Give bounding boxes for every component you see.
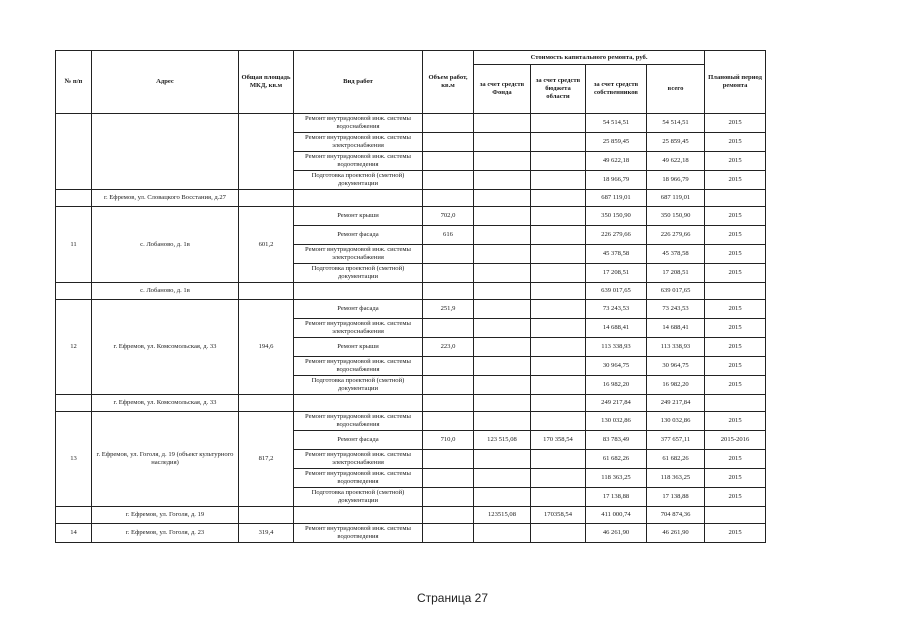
fund-cost-cell: [474, 152, 531, 171]
owners-cost-cell: 130 032,86: [586, 412, 647, 431]
empty-cell: [56, 395, 92, 412]
volume-cell: [423, 264, 474, 283]
volume-cell: 616: [423, 226, 474, 245]
volume-cell: [423, 357, 474, 376]
volume-cell: [423, 412, 474, 431]
fund-cost-cell: [474, 171, 531, 190]
total-cost-cell: 113 338,93: [647, 338, 705, 357]
subtotal-total: 639 017,65: [647, 283, 705, 300]
empty-cell: [705, 283, 766, 300]
work-type-cell: Ремонт внутридомовой инж. системы водоотведения: [294, 152, 423, 171]
header-owners: за счет средств собственников: [586, 65, 647, 114]
work-type-cell: Ремонт внутридомовой инж. системы водоснабжения: [294, 357, 423, 376]
fund-cost-cell: [474, 450, 531, 469]
fund-cost-cell: [474, 133, 531, 152]
table-row: [56, 412, 766, 431]
fund-cost-cell: [474, 469, 531, 488]
total-cost-cell: 18 966,79: [647, 171, 705, 190]
empty-cell: [705, 395, 766, 412]
period-cell: 2015: [705, 319, 766, 338]
owners-cost-cell: 73 243,53: [586, 300, 647, 319]
work-type-cell: Ремонт фасада: [294, 300, 423, 319]
fund-cost-cell: [474, 319, 531, 338]
fund-cost-cell: [474, 226, 531, 245]
regional-cost-cell: [531, 114, 586, 133]
period-cell: 2015: [705, 114, 766, 133]
owners-cost-cell: 45 378,58: [586, 245, 647, 264]
row-number-cell: [56, 114, 92, 190]
period-cell: 2015: [705, 300, 766, 319]
empty-cell: [705, 507, 766, 524]
owners-cost-cell: 25 859,45: [586, 133, 647, 152]
period-cell: 2015: [705, 264, 766, 283]
empty-cell: [239, 283, 294, 300]
row-number-cell: 14: [56, 524, 92, 543]
empty-cell: [294, 190, 423, 207]
empty-cell: [56, 507, 92, 524]
header-work-type: Вид работ: [294, 51, 423, 114]
fund-cost-cell: [474, 412, 531, 431]
empty-cell: [294, 507, 423, 524]
subtotal-owners: 249 217,84: [586, 395, 647, 412]
subtotal-regional: 170358,54: [531, 507, 586, 524]
owners-cost-cell: 30 964,75: [586, 357, 647, 376]
work-type-cell: Ремонт внутридомовой инж. системы водоотведения: [294, 469, 423, 488]
total-cost-cell: 14 688,41: [647, 319, 705, 338]
regional-cost-cell: [531, 152, 586, 171]
row-number-cell: 12: [56, 300, 92, 395]
header-period: Плановый период ремонта: [705, 51, 766, 114]
page-number: Страница 27: [416, 591, 489, 605]
total-cost-cell: 226 279,66: [647, 226, 705, 245]
work-type-cell: Ремонт внутридомовой инж. системы водоснабжения: [294, 412, 423, 431]
header-fund: за счет средств Фонда: [474, 65, 531, 114]
subtotal-regional: [531, 190, 586, 207]
period-cell: 2015: [705, 133, 766, 152]
total-cost-cell: 54 514,51: [647, 114, 705, 133]
subtotal-fund: [474, 190, 531, 207]
empty-cell: [423, 507, 474, 524]
period-cell: 2015: [705, 207, 766, 226]
subtotal-fund: [474, 283, 531, 300]
fund-cost-cell: [474, 524, 531, 543]
work-type-cell: Ремонт внутридомовой инж. системы электроснабжения: [294, 245, 423, 264]
row-number-cell: 13: [56, 412, 92, 507]
subtotal-row: [56, 283, 766, 300]
period-cell: 2015-2016: [705, 431, 766, 450]
header-num: № п/п: [56, 51, 92, 114]
owners-cost-cell: 226 279,66: [586, 226, 647, 245]
volume-cell: 710,0: [423, 431, 474, 450]
volume-cell: [423, 450, 474, 469]
fund-cost-cell: [474, 357, 531, 376]
address-cell: г. Ефремов, ул. Гоголя, д. 23: [92, 524, 239, 543]
total-cost-cell: 49 622,18: [647, 152, 705, 171]
work-type-cell: Ремонт внутридомовой инж. системы водоснабжения: [294, 114, 423, 133]
period-cell: 2015: [705, 469, 766, 488]
regional-cost-cell: [531, 338, 586, 357]
total-cost-cell: 73 243,53: [647, 300, 705, 319]
empty-cell: [239, 507, 294, 524]
subtotal-owners: 639 017,65: [586, 283, 647, 300]
total-cost-cell: 25 859,45: [647, 133, 705, 152]
address-cell: [92, 114, 239, 190]
regional-cost-cell: [531, 300, 586, 319]
table-body: [56, 114, 766, 543]
regional-cost-cell: [531, 207, 586, 226]
total-cost-cell: 350 150,90: [647, 207, 705, 226]
empty-cell: [294, 395, 423, 412]
subtotal-row: [56, 507, 766, 524]
total-cost-cell: 17 208,51: [647, 264, 705, 283]
header-total: всего: [647, 65, 705, 114]
period-cell: 2015: [705, 338, 766, 357]
total-cost-cell: 16 982,20: [647, 376, 705, 395]
owners-cost-cell: 18 966,79: [586, 171, 647, 190]
fund-cost-cell: [474, 245, 531, 264]
total-cost-cell: 130 032,86: [647, 412, 705, 431]
volume-cell: [423, 245, 474, 264]
period-cell: 2015: [705, 488, 766, 507]
volume-cell: 223,0: [423, 338, 474, 357]
owners-cost-cell: 49 622,18: [586, 152, 647, 171]
owners-cost-cell: 54 514,51: [586, 114, 647, 133]
subtotal-owners: 687 119,01: [586, 190, 647, 207]
total-cost-cell: 61 682,26: [647, 450, 705, 469]
fund-cost-cell: [474, 300, 531, 319]
work-type-cell: Ремонт внутридомовой инж. системы водоотведения: [294, 524, 423, 543]
volume-cell: [423, 376, 474, 395]
subtotal-regional: [531, 283, 586, 300]
owners-cost-cell: 17 208,51: [586, 264, 647, 283]
total-cost-cell: 30 964,75: [647, 357, 705, 376]
total-cost-cell: 17 138,88: [647, 488, 705, 507]
subtotal-owners: 411 000,74: [586, 507, 647, 524]
work-type-cell: Подготовка проектной (сметной) документации: [294, 376, 423, 395]
area-cell: 319,4: [239, 524, 294, 543]
address-cell: с. Лобаново, д. 1в: [92, 207, 239, 283]
subtotal-regional: [531, 395, 586, 412]
area-cell: [239, 114, 294, 190]
subtotal-row: [56, 190, 766, 207]
owners-cost-cell: 350 150,90: [586, 207, 647, 226]
fund-cost-cell: 123 515,08: [474, 431, 531, 450]
volume-cell: [423, 469, 474, 488]
work-type-cell: Подготовка проектной (сметной) документации: [294, 488, 423, 507]
period-cell: 2015: [705, 171, 766, 190]
empty-cell: [239, 395, 294, 412]
empty-cell: [239, 190, 294, 207]
subtotal-fund: [474, 395, 531, 412]
work-type-cell: Ремонт внутридомовой инж. системы электроснабжения: [294, 450, 423, 469]
period-cell: 2015: [705, 412, 766, 431]
header-regional: за счет средств бюджета области: [531, 65, 586, 114]
table-header: [56, 51, 766, 114]
regional-cost-cell: [531, 488, 586, 507]
volume-cell: [423, 524, 474, 543]
volume-cell: [423, 152, 474, 171]
fund-cost-cell: [474, 376, 531, 395]
subtotal-label: г. Ефремов, ул. Гоголя, д. 19: [92, 507, 239, 524]
regional-cost-cell: 170 358,54: [531, 431, 586, 450]
empty-cell: [56, 190, 92, 207]
regional-cost-cell: [531, 469, 586, 488]
fund-cost-cell: [474, 488, 531, 507]
empty-cell: [56, 283, 92, 300]
volume-cell: [423, 488, 474, 507]
work-type-cell: Ремонт внутридомовой инж. системы электроснабжения: [294, 319, 423, 338]
owners-cost-cell: 17 138,88: [586, 488, 647, 507]
subtotal-total: 704 874,36: [647, 507, 705, 524]
row-number-cell: 11: [56, 207, 92, 283]
work-type-cell: Ремонт фасада: [294, 226, 423, 245]
subtotal-total: 249 217,84: [647, 395, 705, 412]
address-cell: г. Ефремов, ул. Гоголя, д. 19 (объект культурного наследия): [92, 412, 239, 507]
area-cell: 601,2: [239, 207, 294, 283]
empty-cell: [423, 395, 474, 412]
capital-repair-table: [55, 50, 766, 543]
total-cost-cell: 45 378,58: [647, 245, 705, 264]
fund-cost-cell: [474, 338, 531, 357]
period-cell: 2015: [705, 152, 766, 171]
table-row: [56, 300, 766, 319]
empty-cell: [423, 283, 474, 300]
subtotal-fund: 123515,08: [474, 507, 531, 524]
period-cell: 2015: [705, 226, 766, 245]
period-cell: 2015: [705, 357, 766, 376]
empty-cell: [423, 190, 474, 207]
total-cost-cell: 46 261,90: [647, 524, 705, 543]
regional-cost-cell: [531, 133, 586, 152]
volume-cell: [423, 114, 474, 133]
subtotal-total: 687 119,01: [647, 190, 705, 207]
empty-cell: [294, 283, 423, 300]
address-cell: г. Ефремов, ул. Комсомольская, д. 33: [92, 300, 239, 395]
table-row: [56, 114, 766, 133]
work-type-cell: Подготовка проектной (сметной) документации: [294, 264, 423, 283]
total-cost-cell: 377 657,11: [647, 431, 705, 450]
header-address: Адрес: [92, 51, 239, 114]
empty-cell: [705, 190, 766, 207]
owners-cost-cell: 113 338,93: [586, 338, 647, 357]
owners-cost-cell: 118 363,25: [586, 469, 647, 488]
volume-cell: 702,0: [423, 207, 474, 226]
regional-cost-cell: [531, 357, 586, 376]
header-cost-group: Стоимость капитального ремонта, руб.: [474, 51, 705, 65]
regional-cost-cell: [531, 450, 586, 469]
fund-cost-cell: [474, 264, 531, 283]
regional-cost-cell: [531, 264, 586, 283]
work-type-cell: Подготовка проектной (сметной) документации: [294, 171, 423, 190]
volume-cell: 251,9: [423, 300, 474, 319]
owners-cost-cell: 16 982,20: [586, 376, 647, 395]
table-row: [56, 524, 766, 543]
volume-cell: [423, 171, 474, 190]
work-type-cell: Ремонт фасада: [294, 431, 423, 450]
regional-cost-cell: [531, 171, 586, 190]
period-cell: 2015: [705, 524, 766, 543]
work-type-cell: Ремонт крыши: [294, 207, 423, 226]
owners-cost-cell: 61 682,26: [586, 450, 647, 469]
header-area: Общая площадь МКД, кв.м: [239, 51, 294, 114]
owners-cost-cell: 83 783,49: [586, 431, 647, 450]
regional-cost-cell: [531, 245, 586, 264]
subtotal-label: с. Лобаново, д. 1в: [92, 283, 239, 300]
work-type-cell: Ремонт крыши: [294, 338, 423, 357]
fund-cost-cell: [474, 207, 531, 226]
table-row: [56, 207, 766, 226]
period-cell: 2015: [705, 450, 766, 469]
period-cell: 2015: [705, 376, 766, 395]
volume-cell: [423, 319, 474, 338]
regional-cost-cell: [531, 376, 586, 395]
total-cost-cell: 118 363,25: [647, 469, 705, 488]
area-cell: 817,2: [239, 412, 294, 507]
fund-cost-cell: [474, 114, 531, 133]
subtotal-label: г. Ефремов, ул. Словацкого Восстания, д.27: [92, 190, 239, 207]
subtotal-row: [56, 395, 766, 412]
volume-cell: [423, 133, 474, 152]
owners-cost-cell: 14 688,41: [586, 319, 647, 338]
period-cell: 2015: [705, 245, 766, 264]
work-type-cell: Ремонт внутридомовой инж. системы электроснабжения: [294, 133, 423, 152]
regional-cost-cell: [531, 319, 586, 338]
header-volume: Объем работ, кв.м: [423, 51, 474, 114]
regional-cost-cell: [531, 524, 586, 543]
regional-cost-cell: [531, 412, 586, 431]
area-cell: 194,6: [239, 300, 294, 395]
subtotal-label: г. Ефремов, ул. Комсомольская, д. 33: [92, 395, 239, 412]
regional-cost-cell: [531, 226, 586, 245]
owners-cost-cell: 46 261,90: [586, 524, 647, 543]
